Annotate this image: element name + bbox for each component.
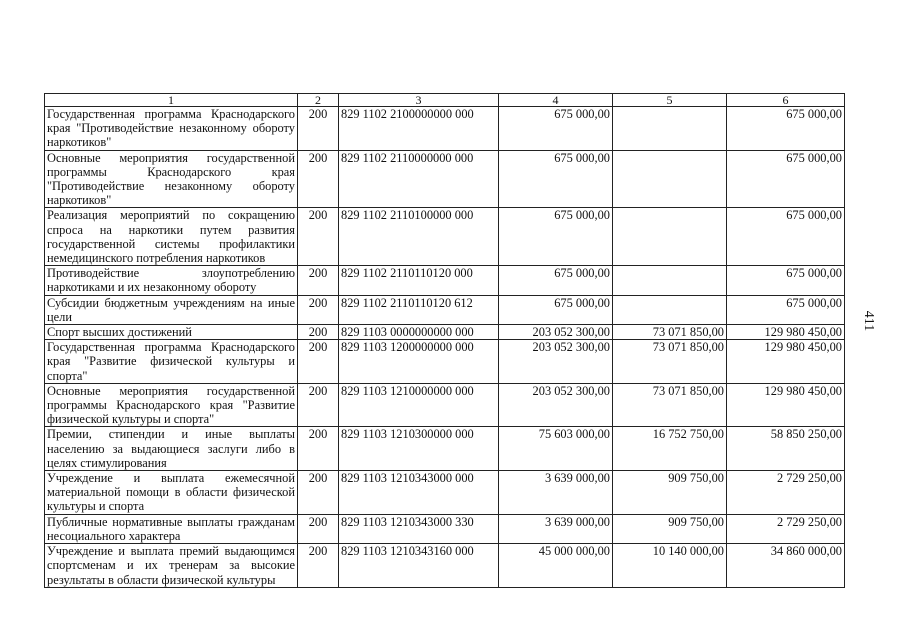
row-col6-cell: 675 000,00 <box>727 295 845 324</box>
row-code-cell: 829 1102 2110100000 000 <box>339 208 499 266</box>
row-col6-cell: 129 980 450,00 <box>727 383 845 427</box>
row-code-cell: 829 1103 1210343000 330 <box>339 514 499 543</box>
row-code-cell: 829 1103 1210343000 000 <box>339 471 499 515</box>
header-cell: 4 <box>499 94 613 107</box>
row-col2-cell: 200 <box>298 150 339 208</box>
row-col6-cell: 129 980 450,00 <box>727 340 845 384</box>
row-col4-cell: 675 000,00 <box>499 150 613 208</box>
table-row <box>45 266 845 295</box>
row-col6-cell: 2 729 250,00 <box>727 514 845 543</box>
header-cell: 3 <box>339 94 499 107</box>
row-col6-cell: 675 000,00 <box>727 107 845 151</box>
row-code-cell: 829 1102 2110110120 612 <box>339 295 499 324</box>
row-col4-cell: 675 000,00 <box>499 208 613 266</box>
row-code-cell: 829 1103 1200000000 000 <box>339 340 499 384</box>
row-name-cell: Основные мероприятия государственной программы Краснодарского края "Противодействие незаконному обороту наркотиков" <box>45 150 298 208</box>
table-row <box>45 325 845 340</box>
row-code-cell: 829 1103 1210000000 000 <box>339 383 499 427</box>
row-name-cell: Субсидии бюджетным учреждениям на иные цели <box>45 295 298 324</box>
row-col2-cell: 200 <box>298 383 339 427</box>
table-row <box>45 150 845 208</box>
row-col5-cell <box>613 208 727 266</box>
row-col6-cell: 58 850 250,00 <box>727 427 845 471</box>
row-col2-cell: 200 <box>298 266 339 295</box>
row-col4-cell: 203 052 300,00 <box>499 325 613 340</box>
row-name-cell: Учреждение и выплата премий выдающимся спортсменам и их тренерам за высокие результаты в области физической культуры <box>45 544 298 588</box>
row-name-cell: Государственная программа Краснодарского края "Противодействие незаконному обороту наркотиков" <box>45 107 298 151</box>
row-code-cell: 829 1102 2110000000 000 <box>339 150 499 208</box>
row-name-cell: Государственная программа Краснодарского края "Развитие физической культуры и спорта" <box>45 340 298 384</box>
row-col6-cell: 675 000,00 <box>727 266 845 295</box>
row-col5-cell: 73 071 850,00 <box>613 383 727 427</box>
row-col2-cell: 200 <box>298 325 339 340</box>
table-row <box>45 544 845 588</box>
table-header-row <box>45 94 845 107</box>
row-col4-cell: 203 052 300,00 <box>499 383 613 427</box>
row-code-cell: 829 1103 1210343160 000 <box>339 544 499 588</box>
row-col5-cell: 909 750,00 <box>613 514 727 543</box>
row-col6-cell: 129 980 450,00 <box>727 325 845 340</box>
row-col2-cell: 200 <box>298 427 339 471</box>
row-name-cell: Публичные нормативные выплаты гражданам несоциального характера <box>45 514 298 543</box>
row-col2-cell: 200 <box>298 208 339 266</box>
table-row <box>45 514 845 543</box>
row-col4-cell: 203 052 300,00 <box>499 340 613 384</box>
row-col4-cell: 45 000 000,00 <box>499 544 613 588</box>
row-col6-cell: 34 860 000,00 <box>727 544 845 588</box>
row-col5-cell: 73 071 850,00 <box>613 340 727 384</box>
row-col5-cell: 16 752 750,00 <box>613 427 727 471</box>
row-col5-cell: 73 071 850,00 <box>613 325 727 340</box>
row-col5-cell <box>613 107 727 151</box>
row-name-cell: Премии, стипендии и иные выплаты населению за выдающиеся заслуги либо в целях стимулирования <box>45 427 298 471</box>
header-cell: 5 <box>613 94 727 107</box>
row-col5-cell <box>613 150 727 208</box>
row-col2-cell: 200 <box>298 544 339 588</box>
row-col4-cell: 3 639 000,00 <box>499 471 613 515</box>
row-col2-cell: 200 <box>298 471 339 515</box>
row-name-cell: Противодействие злоупотреблению наркотиками и их незаконному обороту <box>45 266 298 295</box>
row-name-cell: Реализация мероприятий по сокращению спроса на наркотики путем развития государственной системы профилактики немедицинского потребления наркотиков <box>45 208 298 266</box>
header-cell: 2 <box>298 94 339 107</box>
table-row <box>45 107 845 151</box>
table-row <box>45 471 845 515</box>
header-cell: 6 <box>727 94 845 107</box>
budget-table <box>44 93 845 588</box>
table-row <box>45 427 845 471</box>
row-col6-cell: 675 000,00 <box>727 150 845 208</box>
row-col4-cell: 675 000,00 <box>499 107 613 151</box>
row-code-cell: 829 1102 2100000000 000 <box>339 107 499 151</box>
table-row <box>45 295 845 324</box>
row-code-cell: 829 1103 0000000000 000 <box>339 325 499 340</box>
row-code-cell: 829 1103 1210300000 000 <box>339 427 499 471</box>
row-col2-cell: 200 <box>298 514 339 543</box>
table-row <box>45 208 845 266</box>
row-col2-cell: 200 <box>298 107 339 151</box>
row-col4-cell: 675 000,00 <box>499 295 613 324</box>
row-name-cell: Основные мероприятия государственной программы Краснодарского края "Развитие физической культуры и спорта" <box>45 383 298 427</box>
row-code-cell: 829 1102 2110110120 000 <box>339 266 499 295</box>
row-col4-cell: 3 639 000,00 <box>499 514 613 543</box>
row-col5-cell: 909 750,00 <box>613 471 727 515</box>
table-row <box>45 383 845 427</box>
header-cell: 1 <box>45 94 298 107</box>
row-col4-cell: 675 000,00 <box>499 266 613 295</box>
row-name-cell: Спорт высших достижений <box>45 325 298 340</box>
table-row <box>45 340 845 384</box>
row-col6-cell: 2 729 250,00 <box>727 471 845 515</box>
table-body <box>45 107 845 588</box>
row-col2-cell: 200 <box>298 295 339 324</box>
row-col6-cell: 675 000,00 <box>727 208 845 266</box>
row-col5-cell <box>613 295 727 324</box>
row-col5-cell <box>613 266 727 295</box>
row-col2-cell: 200 <box>298 340 339 384</box>
row-name-cell: Учреждение и выплата ежемесячной материальной помощи в области физической культуры и спорта <box>45 471 298 515</box>
row-col4-cell: 75 603 000,00 <box>499 427 613 471</box>
page-number: 411 <box>861 310 876 332</box>
row-col5-cell: 10 140 000,00 <box>613 544 727 588</box>
